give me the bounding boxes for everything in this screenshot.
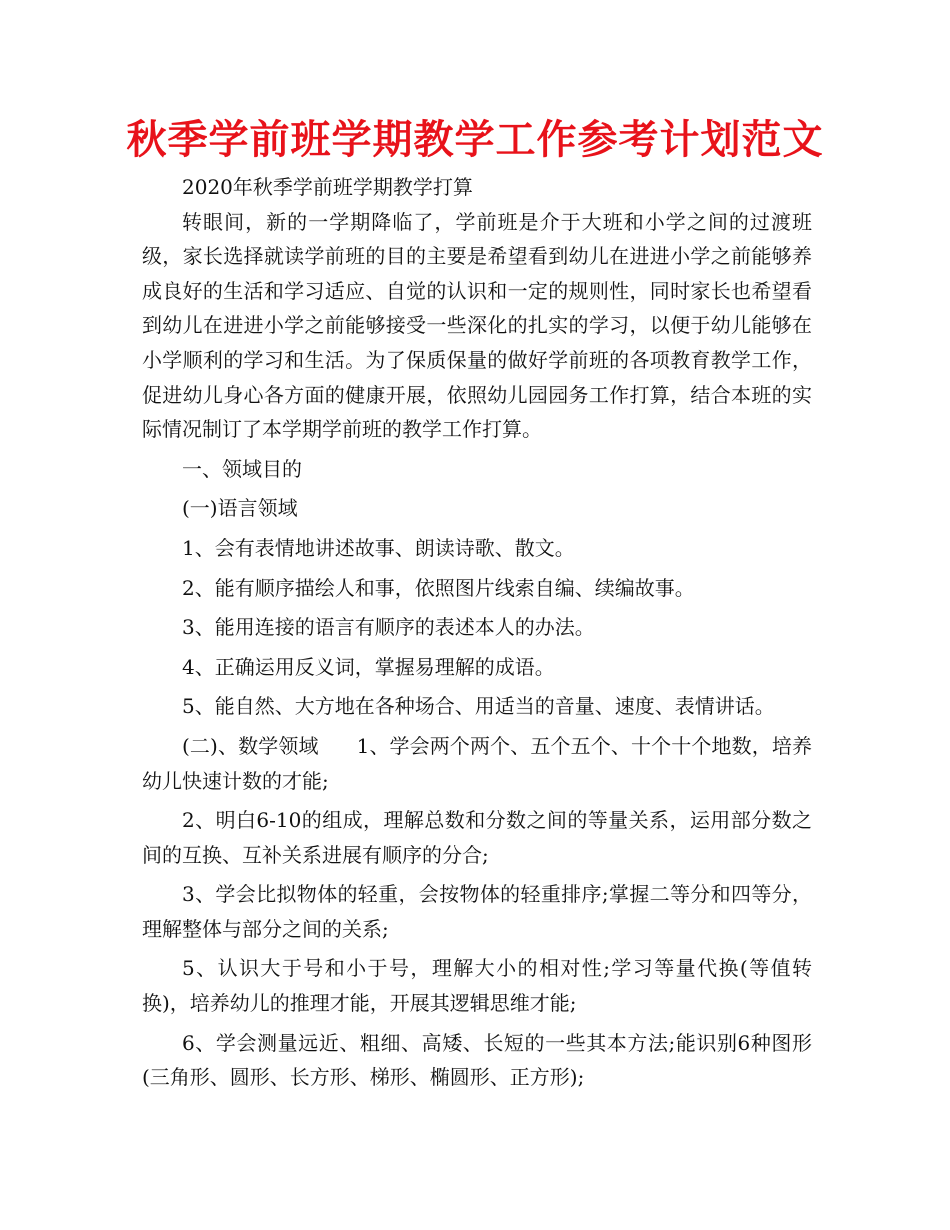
math-item: 2、明白6-10的组成，理解总数和分数之间的等量关系，运用部分数之间的互换、互补关系进展有顺序的分合; xyxy=(142,808,812,867)
language-item: 2、能有顺序描绘人和事，依照图片线索自编、续编故事。 xyxy=(182,575,695,600)
language-heading: (一)语言领域 xyxy=(182,496,298,521)
language-item: 4、正确运用反义词，掌握易理解的成语。 xyxy=(182,654,555,679)
document-body xyxy=(142,170,812,1095)
math-item: 5、认识大于号和小于号，理解大小的相对性;学习等量代换(等值转换)，培养幼儿的推理才能，开展其逻辑思维才能; xyxy=(142,956,812,1016)
math-item: 6、学会测量远近、粗细、高矮、长短的一些其本方法;能识别6种图形(三角形、圆形、长方形、梯形、椭圆形、正方形); xyxy=(142,1030,812,1090)
math-item: 1、学会两个两个、五个五个、十个十个地数，培养幼儿快速计数的才能; xyxy=(142,733,812,793)
math-paragraph xyxy=(142,729,812,798)
language-item: 3、能用连接的语言有顺序的表述本人的办法。 xyxy=(182,615,595,640)
language-item: 1、会有表情地讲述故事、朗读诗歌、散文。 xyxy=(182,535,575,560)
intro-paragraph: 转眼间，新的一学期降临了，学前班是介于大班和小学之间的过渡班级，家长选择就读学前班的目的主要是希望看到幼儿在进进小学之前能够养成良好的生活和学习适应、自觉的认识和一定的规则性，同时家长也希望看到幼儿在进进小学之前能够接受一些深化的扎实的学习，以便于幼儿能够在小学顺利的学习和生活。为了保质保量的做好学前班的各项教育教学工作，促进幼儿身心各方面的健康开展，依照幼儿园园务工作打算，结合本班的实际情况制订了本学期学前班的教学工作打算。 xyxy=(142,209,812,442)
document-title: 秋季学前班学期教学工作参考计划范文 xyxy=(126,117,824,163)
section-heading-goals: 一、领域目的 xyxy=(182,456,302,481)
language-item: 5、能自然、大方地在各种场合、用适当的音量、速度、表情讲话。 xyxy=(182,694,775,719)
math-item: 3、学会比拟物体的轻重，会按物体的轻重排序;掌握二等分和四等分，理解整体与部分之间的关系; xyxy=(142,882,812,941)
math-heading: (二)、数学领域 xyxy=(182,733,319,758)
document-subtitle: 2020年秋季学前班学期教学打算 xyxy=(182,175,473,199)
